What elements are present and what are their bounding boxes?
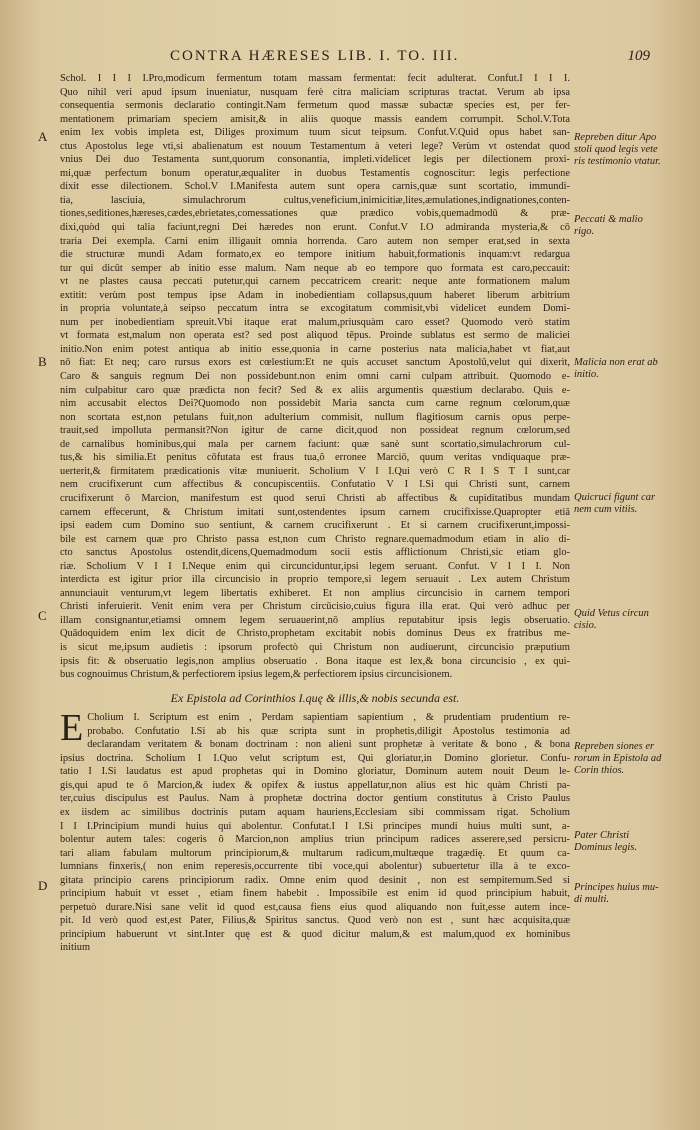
text-line: vt ne plastes causa peccati putetur,qui carnem peccatricem crearit: neque ante formationem malum [60,276,570,288]
text-line: mentationem primariam speciem amisit,& in aliis quoque massis eandem corrumpit. Schol.V.Tota [60,113,570,125]
margin-note-1: Repreben ditur Apo stoli quod legis vete ris testimonio vtatur. [574,132,661,167]
text-line: ex iisdem ac similibus doctrinis putam aquam hauriens,Ecclesiam sibi commissam rigat. Scholium [60,806,570,818]
margin-note-8: Principes huius mu- di multi. [574,882,659,905]
text-line: crucifixerunt ô Marcion, manifestum est quod serui Christi ab affectibus & cupiditatibus mundam [60,492,570,504]
text-line: riæ. Scholium V I I I.Neque enim qui circunciduntur,ipsi legem seruant. Confut. V I I I. Non [60,560,570,572]
text-line: die structuræ mundi Adam formato,ex eo tempore initium habuit,formationis inquam:vt redargua [60,249,570,261]
text-line: annunciauit venturum,vt legem libertatis exhiberet. Et non amplius circuncisio in carnem tempori [60,587,570,599]
text-line: pit. Id verò quod est,est Pater, Filius,& Spiritus sanctus. Quod verò non est , sunt hæc acquisita,quæ [60,915,570,927]
text-line: is sicut me,ipsum audietis : ipsorum profectò qui Christum non audiuerunt, circuncisio præputium [60,641,570,653]
text-line: ipsis fit: & obseruatio legis,non amplius obseruatio . Bona itaque est lex,& bona circuncisio , ex qui- [60,655,570,667]
text-line: dixit esse dilectionem. Schol.V I.Manifesta autem sunt opera carnis,quæ sunt scortatio, immundi- [60,181,570,193]
page-number: 109 [627,48,650,64]
text-line: bolentur autem tales: cogeris ô Marcion,non amplius triun principum radices asserere,sed persicru- [60,834,570,846]
text-line: carnem effecerunt, & Christum imitati sunt,ostendentes ipsum carnem crucifixisse.Quapropter etiā [60,506,570,518]
text-line: nim culpabitur caro quæ prædicta non fecit? Sed & ex aliis argumentis quæstium declarabo. Quis e- [60,384,570,396]
text-line: tatio I I.Si laudatus est apud prophetas qui in Domino gloriatur, Dominum autem nouit Deum le- [60,766,570,778]
drop-cap: E [60,707,84,750]
text-line: ipsius doctrina. Scholium I I.Quo velut scriptum est, Qui gloriatur,in Domino glorietur. Confu- [60,752,570,764]
margin-note-7: Pater Christi Dominus legis. [574,830,637,853]
text-line: extitit: verùm post tempus ipse Adam in inobedientiam collapsus,quum haberet liberum arbitrium [60,289,570,301]
text-line: cto sanctus Apostolus ostendit,dicens,Quemadmodum socii estis afflictionum Christi,sic etiam glo- [60,547,570,559]
text-line: dixi,quòd qui talia faciunt,regni Dei hæredes non erunt. Confut.V I.O admiranda mysteria,& cō [60,222,570,234]
text-line: interdicta est igitur prior illa circuncisio in proprio tempore,si legem seruauit . Lex autem Christum [60,574,570,586]
text-line: nō fiat: Et neq; caro rursus exors est cœlestium:Et ne quis accuset sanctum Apostolū,velut qui dixerit, [60,357,570,369]
text-line: traria Dei exempla. Carni enim illigauit omnia horrenda. Caro autem non semper erat,sed in sexta [60,235,570,247]
margin-letter-a: A [38,129,48,144]
text-line: enim lex vobis impleta est, Diliges proximum tuum sicut teipsum. Confut.V.Quid opus habet san- [60,127,570,139]
paragraph-1 [60,72,570,682]
text-line: principium habuerunt vt sint.Inter quę est & quod dicitur malum,& est malum,quod ex hominibus [60,928,570,940]
margin-letter-d: D [38,878,48,893]
text-line: initium [60,942,91,954]
text-line: Cholium I. Scriptum est enim , Perdam sapientiam sapientium , & prudentiam prudentium re- [87,712,570,724]
text-line: initio.Non enim potest antiqua ab initio esse,quonia in carne posterius nata malicia,habet vt fiat,aut [60,343,570,355]
text-line: Caro & sanguis regnum Dei non possidebunt.non enim omni carni culpam attribuit. Quomodo e- [60,371,570,383]
text-line: tus,& his similia.Et penitus cōfutata est fraus tua,ô erronee Marciō, quum veritas vndiquaque præ- [60,452,570,464]
text-line: principium habuit vt esset , etiam finem habebit . Impossibile est enim id quod principium habuit, [60,888,570,900]
text-line: tur qui dicūt semper ab initio esse malum. Nam neque ab eo tempore quo formata est caro,peccauit: [60,262,570,274]
text-line: I I I.Principium mundi huius qui abolentur. Confutat.I I I.Si principes mundi huius multi sunt, a- [60,820,570,832]
text-line: Schol. I I I I.Pro,modicum fermentum totam massam fermentat: fecit adulterat. Confut.I I I I. [60,73,570,84]
margin-letter-c: C [38,608,47,623]
text-line: tiones,seditiones,hæreses,cædes,ebrietates,comessationes quæ prædico vobis,quemadmodū & præ- [60,208,570,220]
text-line: de carnalibus hominibus,qui mala per carnem faciunt: quæ sanè sunt scortatio,simulachrorum cul- [60,438,570,450]
text-line: vt formata est,malum non operata est? sed post aliquod tēpus. Proinde sublatus est sermo de maliciei [60,330,570,342]
text-line: consequentia sermonis declaratio contingit.Nam fermetum quod massæ subactæ species est, per fer- [60,100,570,112]
text-line: bus cognouimus Christum,& perfectiorem ipsius legem,& perfectiorem ipsius circuncisionem. [60,669,453,681]
margin-letter-b: B [38,354,47,369]
text-line: ipsi eadem cum Domino suo sentiunt, & carnem crucifixerunt . Et si carnem crucifixerunt,impossi- [60,520,570,532]
section-heading: Ex Epistola ad Corinthios I.quę & illis,& nobis secunda est. [170,690,460,705]
text-line: declarandam veritatem & bonam doctrinam : non alieni sunt prophetæ à veritate & bono , & bona [87,739,570,751]
text-line: mi,quæ perfectum bonum operatur,æqualiter in duobus Testamentis cognoscitur: legis perfectione [60,167,570,179]
text-line: nim accusabit electos Dei?Quomodo non possidebit Maria sancta cum carne regnum cœlorum,quæ [60,398,570,410]
text-line: Christi inferuierit. Venit enim vera per Christum circūcisio,cuius figura illa erat. Qui verò adhuc per [60,601,570,613]
text-line: non scortata est,non petulans fuit,non adulterium commisit, nullum flagitiosum carnis opus perpe- [60,411,570,423]
margin-note-3: Malicia non erat ab initio. [574,357,658,380]
text-line: probabo. Confutatio I.Si ab his quæ scripta sunt in prophetis,diligit Apostolus testimonia ad [87,725,570,737]
main-text [60,72,570,955]
paragraph-2 [60,707,570,955]
text-line: vnius Dei duo Testamenta sunt,quorum consonantia, impleti.videlicet legis per dilectionem proxi- [60,154,570,166]
text-line: ctus Apostolus lege vti,si abalienatum est nouum Testamentum à veteri lege? Verùm vt ostendat quod [60,140,570,152]
margin-note-5: Quid Vetus circun cisio. [574,608,649,631]
text-line: trauit,sed impolluta permansit?Non igitur de carne dicit,quod non possideat regnum cœlorum,sed [60,425,570,437]
text-line: gis,qui apud te ô Marcion,& iudex & opifex & iustus appellatur,non alius est hic quàm Christi pa- [60,779,570,791]
text-line: illam consignantur,etiamsi omnem legem seruauerint,nō amplius reputabitur ipsis legis obseruatio. [60,614,570,626]
running-head: CONTRA HÆRESES LIB. I. TO. III. [170,48,460,64]
text-line: uerterit,& firmitatem prædicationis vitæ muniuerit. Scholium V I I.Qui verò C R I S T I sunt,car [60,465,570,477]
page-header [170,48,650,72]
text-line: lumnians finxeris,( non enim reperesis,occurrente tibi voce,qui abolentur) subuertetur illa à te exco- [60,861,570,873]
text-line: ter,cuius discipulus est Paulus. Nam à prophetæ doctrina doctor gentium constitutus à Cristo Paulus [60,793,570,805]
text-line: in propria voluntate,à seipso peccatum intra se excogitatum commisit,vbi videlicet eundem Domi- [60,303,570,315]
text-line: Quo nihil veri apud ipsum inueniatur, nusquam ferè citra maliciam scripturas tractat. Verum ab ipsa [60,86,570,98]
text-line: tari aliam fabulam multorum principiorum,& multarum radicum,multæque tragædię. Et quum ca- [60,847,570,859]
margin-note-6: Repreben siones er rorum in Epistola ad Corin thios. [574,741,662,776]
text-line: gitata principio carens principiorum radix. Omne enim quod desinit , non est sempiternum.Sed si [60,874,570,886]
margin-note-4: Quicruci figunt car nem cum vitiis. [574,492,656,515]
text-line: Quādoquidem enim lex dicit de Christo,prophetam excitabit nobis dominus Deus ex fratribus me- [60,628,570,640]
text-line: tia, lasciuia, simulachrorum cultus,veneficium,inimicitiæ,lites,æmulationes,indignationes,conten- [60,194,570,206]
margin-note-2: Peccati & malio rigo. [574,214,643,237]
text-line: bile est carnem quæ pro Christo passa est,non cum Christo regnare.quemadmodum etiam in alio di- [60,533,570,545]
text-line: perpetuò durare.Nisi sane velit id quod est,causa fiens eius quod aliquando non fuit,esse autem ince- [60,901,570,913]
text-line: nem crucifixerunt cum affectibus & concupiscentiis. Confutatio V I I.Si qui Christi sunt, carnem [60,479,570,491]
text-line: num per inobedientiam spreuit.Vbi itaque erat malum,priusquàm caro esset? Quomodo verò statim [60,316,570,328]
